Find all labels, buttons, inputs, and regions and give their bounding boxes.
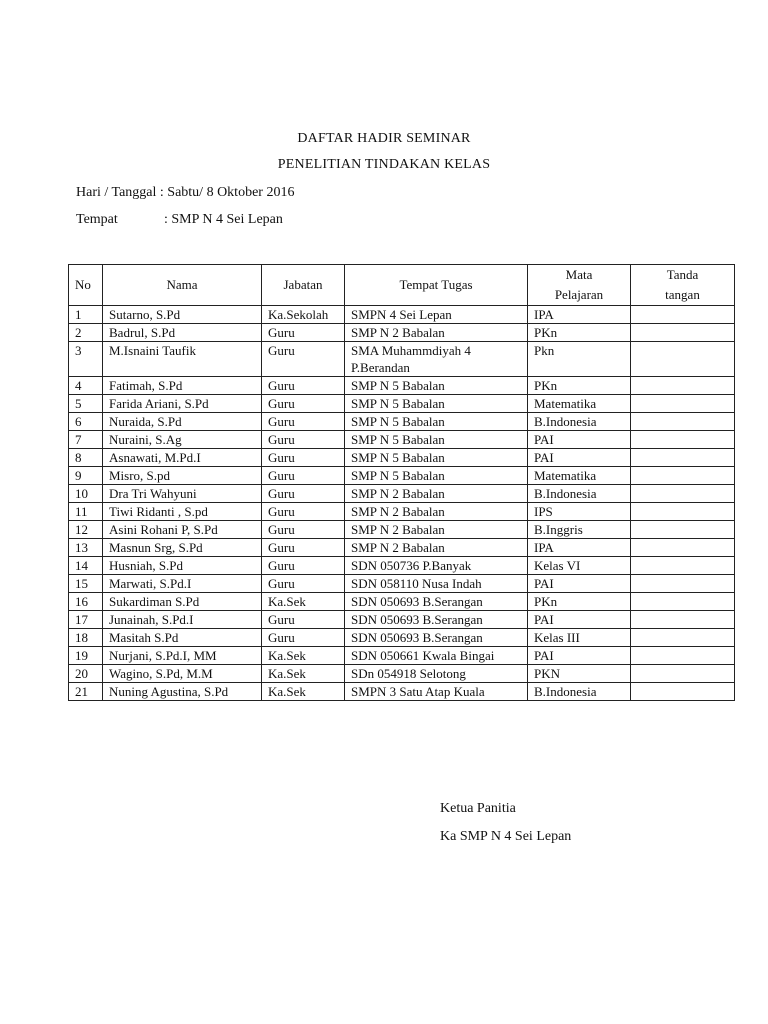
cell-tanda-tangan: [631, 665, 735, 683]
cell-nama: Wagino, S.Pd, M.M: [103, 665, 262, 683]
cell-no: 13: [69, 539, 103, 557]
cell-jabatan: Guru: [262, 521, 345, 539]
cell-tempat-tugas: SMP N 5 Babalan: [345, 431, 528, 449]
cell-mata-pelajaran: Matematika: [528, 395, 631, 413]
cell-jabatan: Guru: [262, 342, 345, 377]
cell-mata-pelajaran: PAI: [528, 611, 631, 629]
cell-jabatan: Guru: [262, 629, 345, 647]
cell-no: 20: [69, 665, 103, 683]
cell-tempat-tugas: SMPN 4 Sei Lepan: [345, 306, 528, 324]
table-row: [69, 593, 735, 611]
table-row: [69, 629, 735, 647]
cell-tanda-tangan: [631, 324, 735, 342]
document-subtitle: PENELITIAN TINDAKAN KELAS: [277, 157, 491, 172]
cell-tempat-tugas: SMPN 3 Satu Atap Kuala: [345, 683, 528, 701]
cell-no: 2: [69, 324, 103, 342]
signature-title: Ketua Panitia: [440, 801, 516, 816]
cell-nama: Dra Tri Wahyuni: [103, 485, 262, 503]
cell-mata-pelajaran: IPA: [528, 539, 631, 557]
cell-mata-pelajaran: PAI: [528, 449, 631, 467]
cell-nama: Marwati, S.Pd.I: [103, 575, 262, 593]
cell-mata-pelajaran: B.Indonesia: [528, 413, 631, 431]
cell-tempat-tugas: SMP N 5 Babalan: [345, 449, 528, 467]
cell-no: 17: [69, 611, 103, 629]
cell-no: 19: [69, 647, 103, 665]
cell-tanda-tangan: [631, 485, 735, 503]
header-mata-pelajaran-line2: Pelajaran: [554, 287, 604, 302]
cell-mata-pelajaran: Kelas III: [528, 629, 631, 647]
header-tanda-tangan: [631, 265, 735, 306]
cell-tanda-tangan: [631, 593, 735, 611]
header-mata-pelajaran: [528, 265, 631, 306]
cell-no: 8: [69, 449, 103, 467]
cell-tempat-tugas: SDN 050736 P.Banyak: [345, 557, 528, 575]
cell-jabatan: Ka.Sekolah: [262, 306, 345, 324]
cell-tempat-tugas: SDN 050693 B.Serangan: [345, 629, 528, 647]
cell-jabatan: Guru: [262, 503, 345, 521]
table-row: [69, 377, 735, 395]
cell-no: 6: [69, 413, 103, 431]
header-tempat-tugas: Tempat Tugas: [345, 265, 528, 306]
table-row: [69, 539, 735, 557]
cell-nama: Badrul, S.Pd: [103, 324, 262, 342]
cell-jabatan: Ka.Sek: [262, 665, 345, 683]
cell-jabatan: Ka.Sek: [262, 647, 345, 665]
cell-tanda-tangan: [631, 521, 735, 539]
cell-nama: M.Isnaini Taufik: [103, 342, 262, 377]
table-row: [69, 521, 735, 539]
table-row: [69, 647, 735, 665]
cell-mata-pelajaran: B.Indonesia: [528, 485, 631, 503]
cell-tempat-tugas: SMP N 2 Babalan: [345, 485, 528, 503]
cell-jabatan: Guru: [262, 539, 345, 557]
cell-no: 7: [69, 431, 103, 449]
cell-jabatan: Ka.Sek: [262, 683, 345, 701]
cell-jabatan: Ka.Sek: [262, 593, 345, 611]
table-header-row: [69, 265, 735, 306]
cell-tempat-tugas: SDN 058110 Nusa Indah: [345, 575, 528, 593]
cell-nama: Nuning Agustina, S.Pd: [103, 683, 262, 701]
cell-tanda-tangan: [631, 557, 735, 575]
cell-mata-pelajaran: B.Indonesia: [528, 683, 631, 701]
table-row: [69, 306, 735, 324]
cell-tempat-tugas: SDN 050661 Kwala Bingai: [345, 647, 528, 665]
cell-tanda-tangan: [631, 647, 735, 665]
cell-tanda-tangan: [631, 342, 735, 377]
cell-mata-pelajaran: Matematika: [528, 467, 631, 485]
header-jabatan: Jabatan: [262, 265, 345, 306]
cell-jabatan: Guru: [262, 377, 345, 395]
cell-no: 9: [69, 467, 103, 485]
cell-tempat-tugas: SMP N 2 Babalan: [345, 324, 528, 342]
cell-mata-pelajaran: PAI: [528, 647, 631, 665]
cell-jabatan: Guru: [262, 395, 345, 413]
place-value: : SMP N 4 Sei Lepan: [164, 212, 283, 227]
cell-tempat-tugas: SMP N 2 Babalan: [345, 503, 528, 521]
cell-tempat-tugas: SMP N 2 Babalan: [345, 521, 528, 539]
cell-jabatan: Guru: [262, 449, 345, 467]
cell-tanda-tangan: [631, 575, 735, 593]
header-mata-pelajaran-line1: Mata: [565, 267, 593, 282]
cell-jabatan: Guru: [262, 431, 345, 449]
cell-mata-pelajaran: PAI: [528, 431, 631, 449]
cell-nama: Nurjani, S.Pd.I, MM: [103, 647, 262, 665]
cell-tempat-tugas: SDN 050693 B.Serangan: [345, 611, 528, 629]
cell-no: 3: [69, 342, 103, 377]
header-no: No: [69, 265, 103, 306]
attendance-table: [68, 264, 735, 701]
cell-jabatan: Guru: [262, 575, 345, 593]
cell-mata-pelajaran: Kelas VI: [528, 557, 631, 575]
table-row: [69, 485, 735, 503]
cell-tempat-tugas: SMP N 5 Babalan: [345, 413, 528, 431]
cell-nama: Tiwi Ridanti , S.pd: [103, 503, 262, 521]
header-tanda-tangan-line2: tangan: [665, 287, 700, 302]
cell-tanda-tangan: [631, 306, 735, 324]
cell-jabatan: Guru: [262, 557, 345, 575]
table-row: [69, 575, 735, 593]
document-title: DAFTAR HADIR SEMINAR: [297, 131, 471, 146]
cell-tempat-tugas: SMP N 5 Babalan: [345, 395, 528, 413]
cell-mata-pelajaran: Pkn: [528, 342, 631, 377]
cell-tanda-tangan: [631, 395, 735, 413]
cell-tanda-tangan: [631, 377, 735, 395]
cell-tanda-tangan: [631, 413, 735, 431]
cell-no: 5: [69, 395, 103, 413]
cell-tanda-tangan: [631, 503, 735, 521]
header-tanda-tangan-line1: Tanda: [666, 267, 699, 282]
table-row: [69, 467, 735, 485]
cell-tanda-tangan: [631, 611, 735, 629]
cell-tempat-tugas: SMA Muhammdiyah 4 P.Berandan: [345, 342, 528, 377]
cell-jabatan: Guru: [262, 611, 345, 629]
cell-nama: Husniah, S.Pd: [103, 557, 262, 575]
cell-no: 1: [69, 306, 103, 324]
cell-no: 4: [69, 377, 103, 395]
cell-nama: Misro, S.pd: [103, 467, 262, 485]
cell-tempat-tugas: SMP N 5 Babalan: [345, 377, 528, 395]
table-row: [69, 413, 735, 431]
cell-mata-pelajaran: B.Inggris: [528, 521, 631, 539]
cell-mata-pelajaran: IPA: [528, 306, 631, 324]
cell-tempat-tugas: SDN 050693 B.Serangan: [345, 593, 528, 611]
cell-no: 16: [69, 593, 103, 611]
table-row: [69, 557, 735, 575]
signature-office: Ka SMP N 4 Sei Lepan: [440, 829, 572, 844]
cell-jabatan: Guru: [262, 413, 345, 431]
cell-nama: Masnun Srg, S.Pd: [103, 539, 262, 557]
table-row: [69, 503, 735, 521]
table-row: [69, 611, 735, 629]
table-row: [69, 431, 735, 449]
table-row: [69, 324, 735, 342]
cell-mata-pelajaran: PKn: [528, 377, 631, 395]
cell-nama: Nuraida, S.Pd: [103, 413, 262, 431]
table-row: [69, 395, 735, 413]
cell-tempat-tugas: SMP N 5 Babalan: [345, 467, 528, 485]
cell-mata-pelajaran: PAI: [528, 575, 631, 593]
cell-tempat-tugas: SDn 054918 Selotong: [345, 665, 528, 683]
table-row: [69, 665, 735, 683]
cell-nama: Masitah S.Pd: [103, 629, 262, 647]
date-line: Hari / Tanggal : Sabtu/ 8 Oktober 2016: [76, 185, 295, 200]
cell-jabatan: Guru: [262, 324, 345, 342]
cell-nama: Farida Ariani, S.Pd: [103, 395, 262, 413]
cell-no: 14: [69, 557, 103, 575]
cell-mata-pelajaran: PKn: [528, 324, 631, 342]
cell-mata-pelajaran: PKn: [528, 593, 631, 611]
place-label: Tempat: [76, 212, 118, 227]
cell-no: 11: [69, 503, 103, 521]
table-row: [69, 342, 735, 377]
cell-nama: Sutarno, S.Pd: [103, 306, 262, 324]
cell-nama: Sukardiman S.Pd: [103, 593, 262, 611]
cell-no: 10: [69, 485, 103, 503]
cell-tempat-tugas: SMP N 2 Babalan: [345, 539, 528, 557]
cell-nama: Nuraini, S.Ag: [103, 431, 262, 449]
cell-no: 15: [69, 575, 103, 593]
cell-jabatan: Guru: [262, 467, 345, 485]
table-row: [69, 683, 735, 701]
cell-nama: Asini Rohani P, S.Pd: [103, 521, 262, 539]
place-line: [76, 212, 283, 228]
cell-nama: Fatimah, S.Pd: [103, 377, 262, 395]
cell-tanda-tangan: [631, 449, 735, 467]
cell-tanda-tangan: [631, 683, 735, 701]
cell-mata-pelajaran: IPS: [528, 503, 631, 521]
cell-tanda-tangan: [631, 539, 735, 557]
cell-nama: Junainah, S.Pd.I: [103, 611, 262, 629]
cell-tanda-tangan: [631, 467, 735, 485]
cell-no: 18: [69, 629, 103, 647]
cell-mata-pelajaran: PKN: [528, 665, 631, 683]
header-nama: Nama: [103, 265, 262, 306]
cell-tanda-tangan: [631, 431, 735, 449]
cell-jabatan: Guru: [262, 485, 345, 503]
cell-nama: Asnawati, M.Pd.I: [103, 449, 262, 467]
cell-no: 12: [69, 521, 103, 539]
cell-tanda-tangan: [631, 629, 735, 647]
table-row: [69, 449, 735, 467]
cell-no: 21: [69, 683, 103, 701]
